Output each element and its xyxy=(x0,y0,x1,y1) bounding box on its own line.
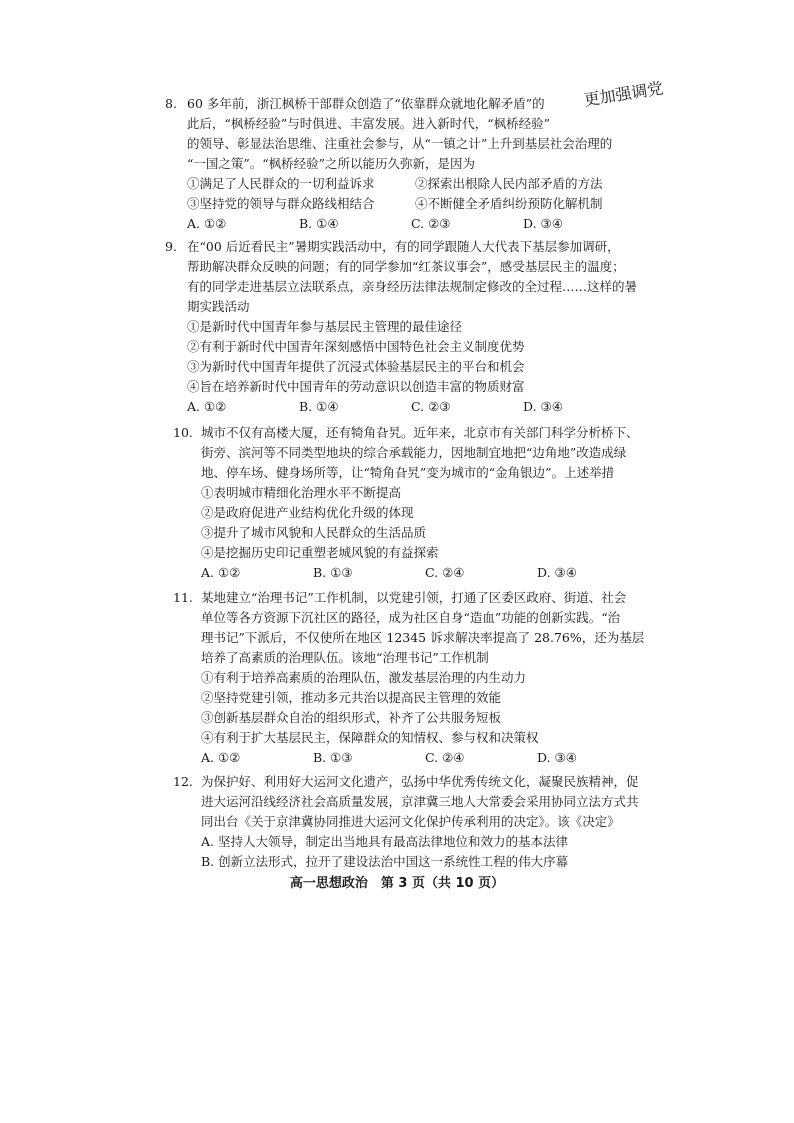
statement-option: ①表明城市精细化治理水平不断提高 xyxy=(201,485,402,500)
question-8 xyxy=(165,94,665,234)
answer-choice-a: A. ①② xyxy=(187,216,227,231)
answer-choice-d: D. ③④ xyxy=(523,216,563,231)
question-stem-line: 理书记”下派后，不仅使所在地区 12345 诉求解决率提高了 28.76%，还为基层 xyxy=(201,630,645,645)
statement-option: ②是政府促进产业结构优化升级的体现 xyxy=(201,505,414,520)
answer-choice-c: C. ②④ xyxy=(425,750,465,765)
statement-option: ①有利于培养高素质的治理队伍，激发基层治理的内生动力 xyxy=(201,670,527,685)
answer-choice-c: C. ②③ xyxy=(411,399,451,414)
question-number: 11. xyxy=(173,590,193,605)
question-stem-line: 某地建立“治理书记”工作机制，以党建引领，打通了区委区政府、街道、社会 xyxy=(201,590,627,605)
question-11 xyxy=(173,588,673,768)
question-stem-line: 同出台《关于京津冀协同推进大运河文化保护传承利用的决定》。该《决定》 xyxy=(201,814,620,829)
question-number: 8. xyxy=(165,96,177,111)
question-stem-line: 60 多年前，浙江枫桥干部群众创造了“依靠群众就地化解矛盾”的 xyxy=(187,96,545,111)
answer-choice-d: D. ③④ xyxy=(537,750,577,765)
statement-option: ④是挖掘历史印记重塑老城风貌的有益探索 xyxy=(201,545,439,560)
answer-choice-a: A. 坚持人大领导，制定出当地具有最高法律地位和效力的基本法律 xyxy=(201,834,568,849)
answer-choice-d: D. ③④ xyxy=(523,399,563,414)
question-stem-line: 有的同学走进基层立法联系点，亲身经历法律法规制定修改的全过程……这样的暑 xyxy=(187,279,638,294)
statement-option: ①满足了人民群众的一切利益诉求 xyxy=(187,176,375,191)
question-stem-line: 期实践活动 xyxy=(187,299,250,314)
answer-choice-b: B. ①④ xyxy=(299,216,339,231)
statement-option: ④有利于扩大基层民主，保障群众的知情权、参与权和决策权 xyxy=(201,730,539,745)
question-stem-line: 在“00 后近看民主”暑期实践活动中，有的同学跟随人大代表下基层参加调研， xyxy=(187,239,620,254)
question-stem-line: 帮助解决群众反映的问题；有的同学参加“红茶议事会”，感受基层民主的温度； xyxy=(187,259,625,274)
answer-choice-c: C. ②③ xyxy=(411,216,451,231)
question-stem-line: 地、停车场、健身场所等，让“犄角旮旯”变为城市的“金角银边”。上述举措 xyxy=(201,465,615,480)
page-footer: 高一思想政治 第 3 页（共 10 页） xyxy=(289,876,505,891)
question-12 xyxy=(173,772,673,872)
answer-choice-c: C. ②④ xyxy=(425,565,465,580)
question-stem-line: 培养了高素质的治理队伍。该地“治理书记”工作机制 xyxy=(201,650,489,665)
answer-choice-b: B. 创新立法形式，拉开了建设法治中国这一系统性工程的伟大序幕 xyxy=(201,854,569,869)
question-stem-line: 为保护好、利用好大运河文化遗产，弘扬中华优秀传统文化，凝聚民族精神，促 xyxy=(201,774,639,789)
answer-choice-a: A. ①② xyxy=(201,565,241,580)
question-stem-line: 街旁、滨河等不同类型地块的综合承载能力，因地制宜地把“边角地”改造成绿 xyxy=(201,445,627,460)
statement-option: ②有利于新时代中国青年深刻感悟中国特色社会主义制度优势 xyxy=(187,339,525,354)
answer-choice-b: B. ①④ xyxy=(299,399,339,414)
question-stem-line: 单位等各方资源下沉社区的路径，成为社区自身“造血”功能的创新实践。“治 xyxy=(201,610,621,625)
question-stem-line: 进大运河沿线经济社会高质量发展，京津冀三地人大常委会采用协同立法方式共 xyxy=(201,794,639,809)
statement-option: ③提升了城市风貌和人民群众的生活品质 xyxy=(201,525,427,540)
statement-option: ③创新基层群众自治的组织形式，补齐了公共服务短板 xyxy=(201,710,502,725)
statement-option: ②坚持党建引领，推动多元共治以提高民主管理的效能 xyxy=(201,690,502,705)
question-stem-line: “一国之策”。“枫桥经验”之所以能历久弥新，是因为 xyxy=(187,156,476,171)
question-number: 9. xyxy=(165,239,177,254)
answer-choice-b: B. ①③ xyxy=(313,750,353,765)
answer-choice-b: B. ①③ xyxy=(313,565,353,580)
handwritten-annotation: 更加强调党 xyxy=(582,78,665,110)
question-stem-line: 此后，“枫桥经验”与时俱进、丰富发展。进入新时代，“枫桥经验” xyxy=(187,116,551,131)
statement-option: ④不断健全矛盾纠纷预防化解机制 xyxy=(415,196,603,211)
question-number: 12. xyxy=(173,774,193,789)
answer-choice-d: D. ③④ xyxy=(537,565,577,580)
statement-option: ①是新时代中国青年参与基层民主管理的最佳途径 xyxy=(187,319,463,334)
question-number: 10. xyxy=(173,425,193,440)
question-10 xyxy=(173,423,673,583)
statement-option: ④旨在培养新时代中国青年的劳动意识以创造丰富的物质财富 xyxy=(187,379,525,394)
answer-choice-a: A. ①② xyxy=(201,750,241,765)
question-stem-line: 的领导、彰显法治思维、注重社会参与，从“一镇之计”上升到基层社会治理的 xyxy=(187,136,613,151)
statement-option: ③坚持党的领导与群众路线相结合 xyxy=(187,196,375,211)
statement-option: ②探索出根除人民内部矛盾的方法 xyxy=(415,176,603,191)
question-stem-line: 城市不仅有高楼大厦，还有犄角旮旯。近年来，北京市有关部门科学分析桥下、 xyxy=(201,425,639,440)
answer-choice-a: A. ①② xyxy=(187,399,227,414)
question-9 xyxy=(165,237,665,417)
statement-option: ③为新时代中国青年提供了沉浸式体验基层民主的平台和机会 xyxy=(187,359,525,374)
